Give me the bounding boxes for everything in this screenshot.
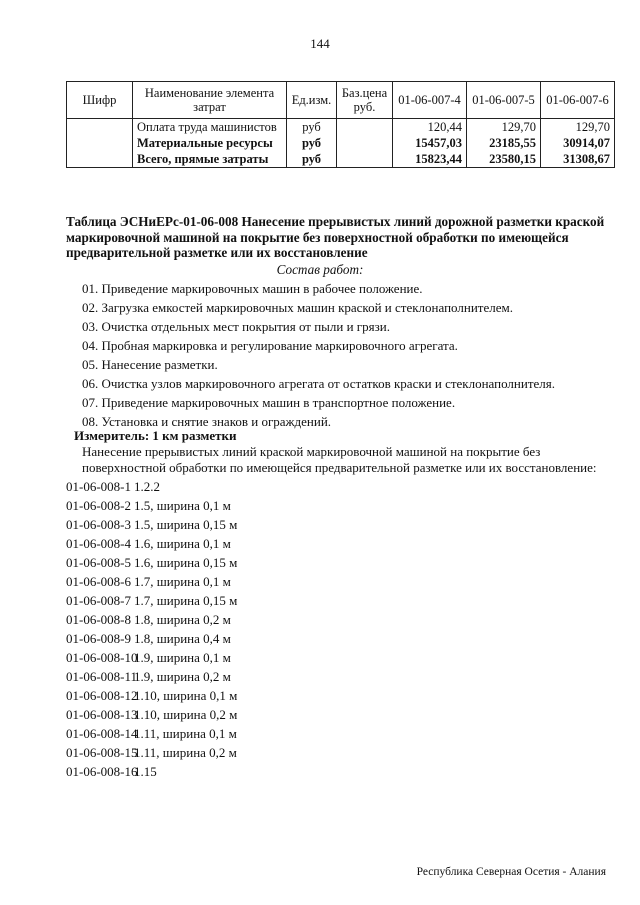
table-row [67, 135, 615, 151]
list-item [66, 686, 237, 705]
norm-code: 01-06-008-8 [66, 612, 131, 627]
list-item: 08. Установка и снятие знаков и ограждений. [82, 414, 332, 429]
cell-value: 120,44 [393, 119, 467, 136]
work-list [82, 279, 622, 431]
list-item: 04. Пробная маркировка и регулирование маркировочного агрегата. [82, 338, 458, 353]
list-item: 01. Приведение маркировочных машин в рабочее положение. [82, 281, 423, 296]
header-col-007-6: 01-06-007-6 [541, 82, 615, 119]
norm-text: 1.6, ширина 0,15 м [134, 555, 238, 570]
cell-value: 31308,67 [541, 151, 615, 168]
cell-base-price [337, 151, 393, 168]
norm-code: 01-06-008-7 [66, 593, 131, 608]
cell-code [67, 151, 133, 168]
list-item [66, 515, 237, 534]
norm-code: 01-06-008-5 [66, 555, 131, 570]
list-item [66, 667, 237, 686]
code-list [66, 477, 237, 781]
norm-code: 01-06-008-16 [66, 764, 138, 779]
list-item [66, 496, 237, 515]
cell-name: Оплата труда машинистов [133, 119, 287, 136]
list-item: 06. Очистка узлов маркировочного агрегата от остатков краски и стеклонаполнителя. [82, 376, 556, 391]
list-item [66, 648, 237, 667]
norm-text: 1.2.2 [134, 479, 160, 494]
norm-text: 1.10, ширина 0,2 м [134, 707, 238, 722]
norm-code: 01-06-008-10 [66, 650, 138, 665]
cell-value: 23185,55 [467, 135, 541, 151]
norm-text: 1.15 [134, 764, 157, 779]
cell-base-price [337, 135, 393, 151]
norm-text: 1.9, ширина 0,2 м [134, 669, 231, 684]
header-base-price: Баз.цена руб. [337, 82, 393, 119]
list-item [66, 591, 237, 610]
header-col-007-4: 01-06-007-4 [393, 82, 467, 119]
table-row [67, 151, 615, 168]
norm-code: 01-06-008-14 [66, 726, 138, 741]
norm-code: 01-06-008-15 [66, 745, 138, 760]
cell-value: 23580,15 [467, 151, 541, 168]
list-item [66, 572, 237, 591]
norm-text: 1.11, ширина 0,2 м [134, 745, 237, 760]
cell-unit: руб [287, 119, 337, 136]
norm-text: 1.8, ширина 0,2 м [134, 612, 231, 627]
cell-value: 129,70 [541, 119, 615, 136]
section-title: Таблица ЭСНиЕРс-01-06-008 Нанесение прерывистых линий дорожной разметки краской маркировочной машиной на покрытие без поверхностной обработки по имеющейся предварительной разметке или их восстановление [66, 214, 605, 260]
measure-unit: Измеритель: 1 км разметки [74, 428, 237, 443]
list-item [66, 724, 237, 743]
header-col-007-5: 01-06-007-5 [467, 82, 541, 119]
header-unit: Ед.изм. [287, 82, 337, 119]
list-item [66, 610, 237, 629]
norm-text: 1.7, ширина 0,15 м [134, 593, 238, 608]
cell-unit: руб [287, 135, 337, 151]
cell-code [67, 135, 133, 151]
list-item [66, 762, 237, 781]
norm-text: 1.6, ширина 0,1 м [134, 536, 231, 551]
cell-code [67, 119, 133, 136]
norm-code: 01-06-008-12 [66, 688, 138, 703]
norm-code: 01-06-008-11 [66, 669, 138, 684]
norm-code: 01-06-008-4 [66, 536, 131, 551]
cell-unit: руб [287, 151, 337, 168]
norm-text: 1.11, ширина 0,1 м [134, 726, 237, 741]
list-item: 05. Нанесение разметки. [82, 357, 218, 372]
norm-code: 01-06-008-3 [66, 517, 131, 532]
norm-text: 1.8, ширина 0,4 м [134, 631, 231, 646]
list-item [66, 477, 237, 496]
norm-code: 01-06-008-1 [66, 479, 131, 494]
table-row [67, 119, 615, 136]
norm-text: 1.5, ширина 0,1 м [134, 498, 231, 513]
list-item: 07. Приведение маркировочных машин в транспортное положение. [82, 395, 456, 410]
norm-code: 01-06-008-2 [66, 498, 131, 513]
cell-name: Материальные ресурсы [133, 135, 287, 151]
footer-region: Республика Северная Осетия - Алания [416, 866, 606, 878]
table-header-row [67, 82, 615, 119]
cost-table [66, 81, 615, 168]
list-item: 02. Загрузка емкостей маркировочных машин краской и стеклонаполнителем. [82, 300, 513, 315]
header-element-name: Наименование элемента затрат [133, 82, 287, 119]
cell-value: 15457,03 [393, 135, 467, 151]
norm-text: 1.7, ширина 0,1 м [134, 574, 231, 589]
norm-text: 1.10, ширина 0,1 м [134, 688, 238, 703]
norm-code: 01-06-008-6 [66, 574, 131, 589]
page-number: 144 [310, 36, 330, 51]
cell-value: 15823,44 [393, 151, 467, 168]
list-item [66, 705, 237, 724]
list-item [66, 629, 237, 648]
work-composition-heading: Состав работ: [276, 262, 364, 277]
norm-code: 01-06-008-13 [66, 707, 138, 722]
list-item [66, 534, 237, 553]
list-item [66, 743, 237, 762]
header-code: Шифр [67, 82, 133, 119]
cell-base-price [337, 119, 393, 136]
cell-value: 30914,07 [541, 135, 615, 151]
list-item [66, 553, 237, 572]
codes-description: Нанесение прерывистых линий краской маркировочной машиной на покрытие без поверхностной обработки по имеющейся предварительной разметке или их восстановление: [82, 444, 597, 475]
cell-name: Всего, прямые затраты [133, 151, 287, 168]
cell-value: 129,70 [467, 119, 541, 136]
norm-code: 01-06-008-9 [66, 631, 131, 646]
list-item: 03. Очистка отдельных мест покрытия от пыли и грязи. [82, 319, 390, 334]
norm-text: 1.9, ширина 0,1 м [134, 650, 231, 665]
norm-text: 1.5, ширина 0,15 м [134, 517, 238, 532]
